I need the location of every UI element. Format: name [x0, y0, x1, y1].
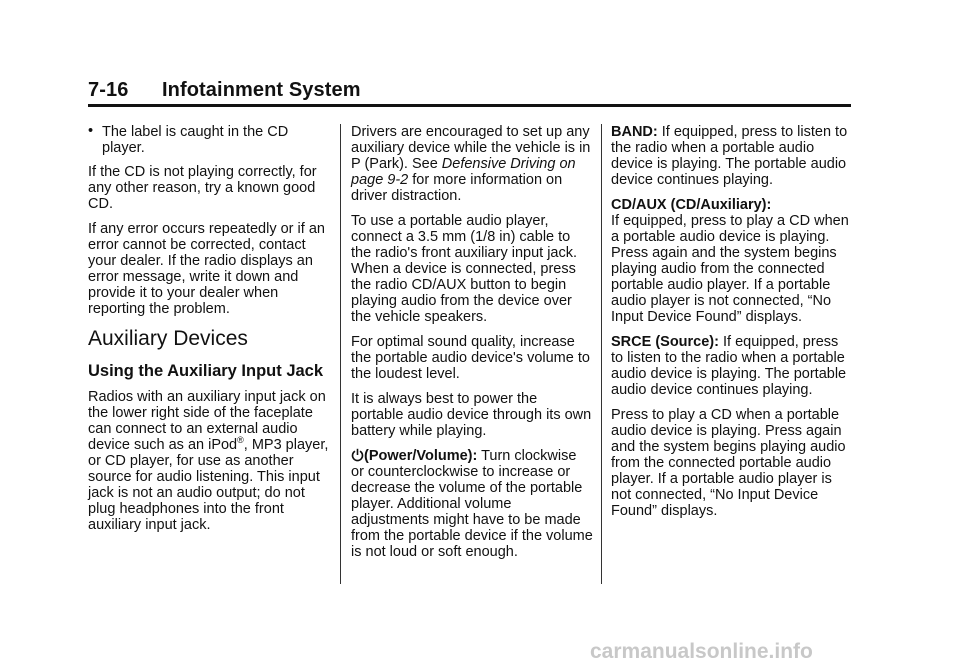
aux-jack-text-a: Radios with an auxiliary input jack on the lower right side of the faceplate can connect to an external audio device such as an iPod — [88, 389, 326, 453]
header-rule — [88, 104, 851, 107]
paragraph-connect: To use a portable audio player, connect a 3.5 mm (1/8 in) cable to the radio's front auxiliary input jack. When a device is connected, press the radio CD/AUX button to begin playing audio from the device over the vehicle speakers. — [351, 213, 578, 325]
section-heading: Auxiliary Devices — [88, 327, 248, 350]
power-volume-label: (Power/Volume): — [364, 448, 478, 464]
band-label: BAND: — [611, 124, 658, 140]
subsection-heading: Using the Auxiliary Input Jack — [88, 362, 324, 380]
cd-aux-text: If equipped, press to play a CD when a portable audio device is playing. Press again and the system begins playing audio from the connected portable audio player. If a portable audio player is not connected, “No Input Device Found” displays. — [611, 213, 849, 325]
cross-reference-link[interactable]: Defensive Driving on page 9-2 — [351, 156, 576, 188]
paragraph-band — [611, 124, 853, 188]
aux-jack-text-b: , MP3 player, or CD player, for use as another source for audio listening. This input jack is not an audio output; do not plug headphones into the front auxiliary input jack. — [88, 437, 329, 533]
power-icon — [351, 448, 364, 462]
page-number: 7-16 — [88, 79, 129, 101]
column-3 — [611, 124, 853, 528]
bullet-icon: • — [88, 123, 94, 139]
paragraph-bad-cd: If the CD is not playing correctly, for any other reason, try a known good CD. — [88, 164, 317, 212]
column-divider-1 — [340, 124, 341, 584]
band-text: If equipped, press to listen to the radio when a portable audio device is playing. The portable audio device continues playing. — [611, 124, 848, 188]
bullet-text: The label is caught in the CD player. — [102, 124, 289, 156]
paragraph-cd-aux — [611, 197, 853, 325]
paragraph-distraction — [351, 124, 593, 204]
distraction-text-a: Drivers are encouraged to set up any auxiliary device while the vehicle is in P (Park). See — [351, 124, 591, 172]
cd-aux-label: CD/AUX (CD/Auxiliary): — [611, 197, 772, 213]
paragraph-sound-quality: For optimal sound quality, increase the portable audio device's volume to the loudest level. — [351, 334, 590, 382]
power-volume-text: Turn clockwise or counterclockwise to increase or decrease the volume of the portable player. Additional volume adjustments might have to be made from the portable device if the volume is not loud or soft enough. — [351, 448, 593, 560]
column-1 — [88, 124, 330, 542]
page-header — [88, 79, 361, 102]
srce-label: SRCE (Source): — [611, 334, 719, 350]
watermark: carmanualsonline.info — [590, 640, 813, 663]
column-2 — [351, 124, 593, 569]
srce-text: If equipped, press to listen to the radio when a portable audio device is playing. The portable audio device continues playing. — [611, 334, 847, 398]
chapter-title: Infotainment System — [162, 79, 361, 101]
paragraph-aux-jack — [88, 389, 330, 533]
paragraph-battery: It is always best to power the portable audio device through its own battery while playing. — [351, 391, 592, 439]
paragraph-error: If any error occurs repeatedly or if an error cannot be corrected, contact your dealer. If the radio displays an error message, write it down and provide it to your dealer when reporting the problem. — [88, 221, 325, 317]
distraction-text-b: for more information on driver distraction. — [351, 172, 563, 204]
paragraph-srce — [611, 334, 853, 398]
paragraph-play-cd: Press to play a CD when a portable audio device is playing. Press again and the system begins playing audio from the connected portable audio player. If a portable audio player is not connected, “No Input Device Found” displays. — [611, 407, 846, 519]
bullet-item — [88, 124, 330, 156]
column-divider-2 — [601, 124, 602, 584]
registered-mark: ® — [237, 435, 244, 445]
paragraph-power-volume — [351, 448, 593, 560]
